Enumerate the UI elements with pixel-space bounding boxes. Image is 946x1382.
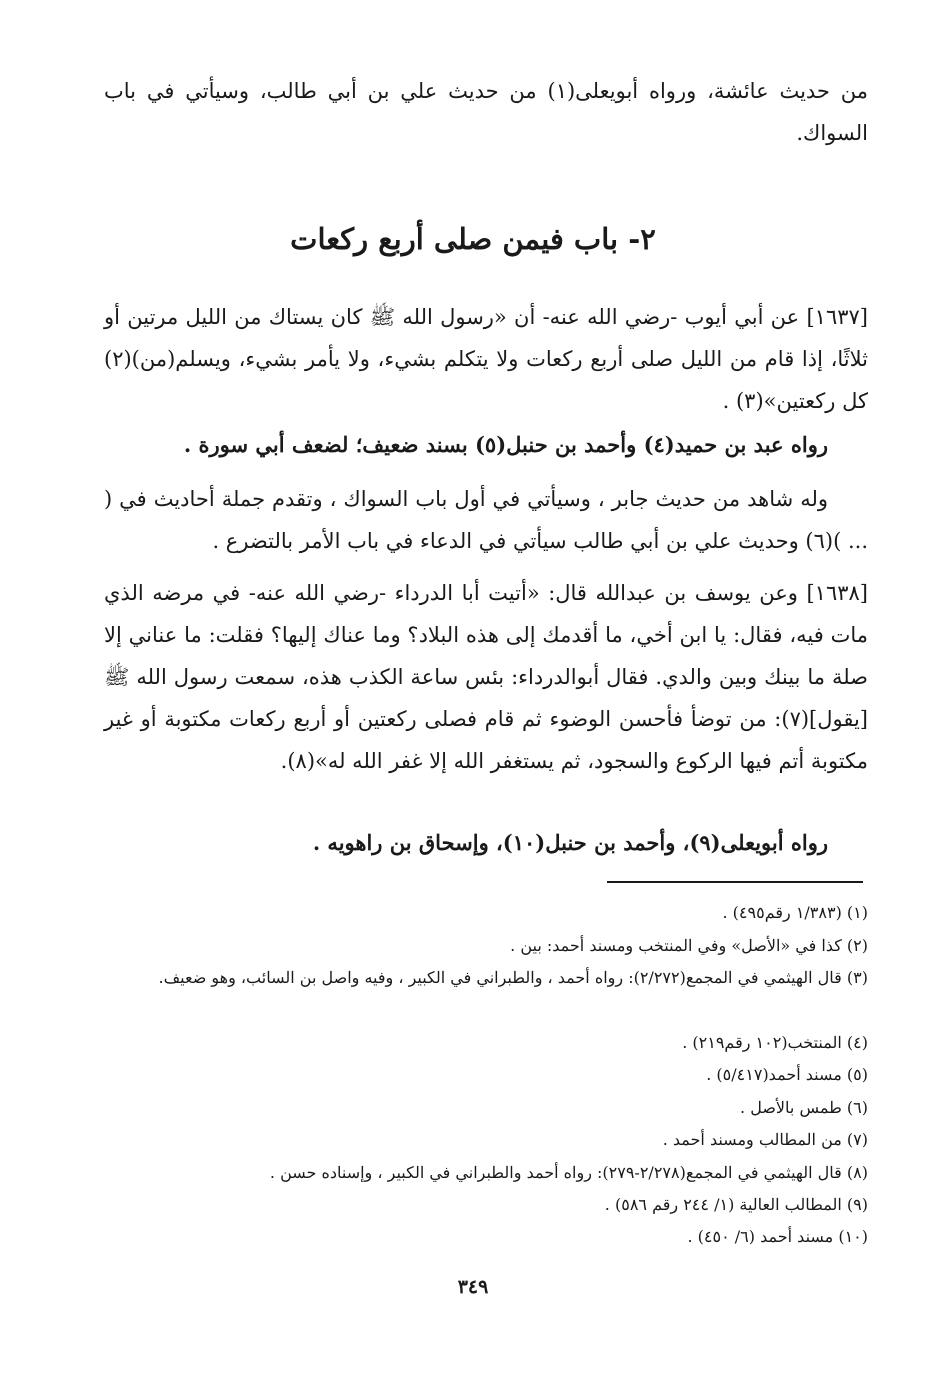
section-heading: ٢- باب فيمن صلى أربع ركعات — [290, 222, 656, 256]
footnote-2: (٢) كذا في «الأصل» وفي المنتخب ومسند أحمد: بين . — [510, 936, 868, 955]
narration-1637: رواه عبد بن حميد(٤) وأحمد بن حنبل(٥) بسند ضعيف؛ لضعف أبي سورة . — [183, 432, 828, 457]
footnote-4: (٤) المنتخب(١٠٢ رقم٢١٩) . — [682, 1033, 868, 1052]
footnote-5: (٥) مسند أحمد(٥/٤١٧) . — [706, 1065, 868, 1084]
footnote-3: (٣) قال الهيثمي في المجمع(٢/٢٧٢): رواه أحمد ، والطبراني في الكبير ، وفيه واصل بن السائب، وهو ضعيف. — [158, 968, 868, 987]
page-number: ٣٤٩ — [457, 1276, 489, 1298]
hadith-1637: [١٦٣٧] عن أبي أيوب -رضي الله عنه- أن «رسول الله ﷺ كان يستاك من الليل مرتين أو ثلاثًا، إذا قام من الليل صلى أربع ركعات ولا يتكلم بشيء، ولا يأمر بشيء، ويسلم(من)(٢) كل ركعتين»(٣) . — [104, 305, 868, 413]
narration-1638: رواه أبويعلى(٩)، وأحمد بن حنبل(١٠)، وإسحاق بن راهويه . — [312, 830, 828, 855]
footnote-8: (٨) قال الهيثمي في المجمع(٢/٢٧٨-٢٧٩): رواه أحمد والطبراني في الكبير ، وإسناده حسن . — [269, 1163, 868, 1182]
footnote-1: (١) (١/٣٨٣ رقم٤٩٥) . — [722, 903, 868, 922]
footnote-divider — [607, 881, 863, 883]
comment-1637: وله شاهد من حديث جابر ، وسيأتي في أول باب السواك ، وتقدم جملة أحاديث في ( ... )(٦) وحديث علي بن أبي طالب سيأتي في الدعاء في باب الأمر بالتضرع . — [104, 487, 868, 553]
intro-paragraph: من حديث عائشة، ورواه أبويعلى(١) من حديث علي بن أبي طالب، وسيأتي في باب السواك. — [104, 79, 868, 145]
hadith-1638: [١٦٣٨] وعن يوسف بن عبدالله قال: «أتيت أبا الدرداء -رضي الله عنه- في مرضه الذي مات فيه، فقال: يا ابن أخي، ما أقدمك إلى هذه البلاد؟ وما عناك إليها؟ فقلت: ما عناني إلا صلة ما بينك وبين والدي. فقال أبوالدرداء: بئس ساعة الكذب هذه، سمعت رسول الله ﷺ [يقول](٧): من توضأ فأحسن الوضوء ثم قام فصلى ركعتين أو أربع ركعات مكتوبة أو غير مكتوبة أتم فيها الركوع والسجود، ثم يستغفر الله إلا غفر الله له»(٨). — [104, 581, 868, 773]
footnote-9: (٩) المطالب العالية (١/ ٢٤٤ رقم ٥٨٦) . — [604, 1195, 868, 1214]
footnote-6: (٦) طمس بالأصل . — [740, 1098, 868, 1117]
footnote-7: (٧) من المطالب ومسند أحمد . — [662, 1130, 868, 1149]
footnote-10: (١٠) مسند أحمد (٦/ ٤٥٠) . — [687, 1227, 868, 1246]
